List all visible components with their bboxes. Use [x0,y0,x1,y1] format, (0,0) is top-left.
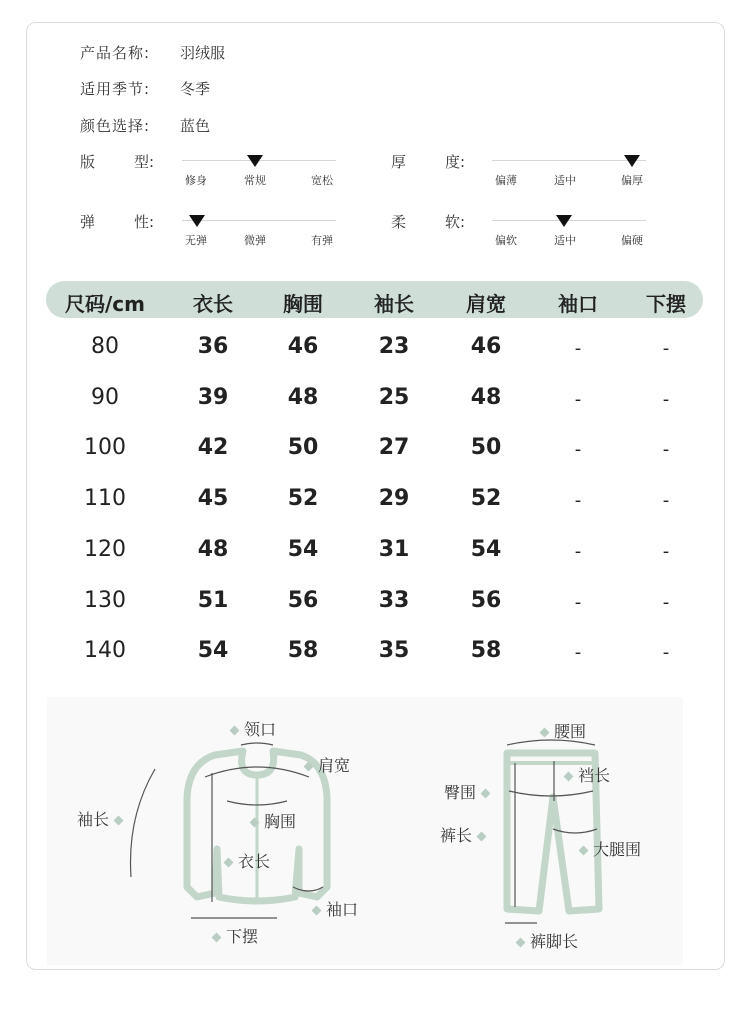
thigh-label: 大腿围 [593,840,642,859]
thickness-scale-label [391,151,465,172]
table-cell: 54 [470,537,502,562]
season-row [80,78,210,99]
fit-label-a: 版 [80,153,96,171]
thickness-option: 偏厚 [621,174,643,187]
measurement-diagram [47,697,683,965]
thickness-label-a: 厚 [391,153,407,171]
diamond-icon [312,906,322,916]
table-cell: 52 [287,486,319,511]
diamond-icon [477,832,487,842]
thickness-marker [624,155,640,167]
table-cell: 42 [197,435,229,460]
diamond-icon [212,933,222,943]
table-cell: - [574,541,582,562]
label-thigh [574,837,641,860]
hem-label: 下摆 [226,927,259,946]
table-cell: 48 [287,385,319,410]
table-cell: 58 [470,638,502,663]
thickness-label-b: 度: [445,153,466,171]
table-cell: 27 [378,435,410,460]
diamond-icon [564,772,574,782]
diamond-icon [224,858,234,868]
table-cell: 56 [287,588,319,613]
diamond-icon [230,726,240,736]
fit-label-b: 型: [134,153,155,171]
waist-label: 腰围 [554,722,587,741]
garment-illustration [47,697,683,965]
label-chest [245,809,296,832]
column-header: 袖长 [374,292,414,316]
fit-option: 常规 [244,174,266,187]
label-length [219,849,270,872]
elasticity-marker [189,215,205,227]
pants-length-label: 裤长 [440,826,473,845]
diamond-icon [114,816,124,826]
column-header: 衣长 [193,292,233,316]
season-label: 适用季节: [80,80,151,98]
softness-option: 适中 [554,234,576,247]
leg-opening-label: 裤脚长 [530,932,579,951]
table-cell: 58 [287,638,319,663]
hip-label: 臀围 [444,783,477,802]
table-cell: 45 [197,486,229,511]
fit-marker [247,155,263,167]
table-cell: 33 [378,588,410,613]
label-hem [207,924,258,947]
table-cell: 35 [378,638,410,663]
table-cell: 23 [378,334,410,359]
diamond-icon [481,789,491,799]
table-cell: - [574,642,582,663]
diamond-icon [250,818,260,828]
elasticity-option: 有弹 [311,234,333,247]
diamond-icon [579,846,589,856]
table-cell: 25 [378,385,410,410]
table-cell: 46 [287,334,319,359]
elasticity-scale-label [80,211,154,232]
label-shoulder [299,753,350,776]
table-cell: 56 [470,588,502,613]
label-rise [559,763,610,786]
size-cell: 110 [84,486,126,511]
product-name-row [80,42,225,63]
softness-label-b: 软: [445,213,466,231]
table-cell: 31 [378,537,410,562]
table-cell: 36 [197,334,229,359]
table-cell: - [574,439,582,460]
elasticity-track [182,220,336,221]
rise-label: 裆长 [578,766,611,785]
thickness-option: 偏薄 [495,174,517,187]
fit-option: 修身 [185,174,207,187]
column-header: 袖口 [558,292,598,316]
diamond-icon [540,728,550,738]
softness-scale-label [391,211,465,232]
softness-label-a: 柔 [391,213,407,231]
diamond-icon [304,762,314,772]
table-cell: - [662,541,670,562]
size-cell: 80 [91,334,119,359]
table-cell: - [574,490,582,511]
label-waist [535,719,586,742]
elasticity-label-a: 弹 [80,213,96,231]
elasticity-label-b: 性: [134,213,155,231]
label-pants-length [440,823,491,846]
table-cell: 51 [197,588,229,613]
diamond-icon [516,938,526,948]
elasticity-option: 微弹 [244,234,266,247]
table-cell: 39 [197,385,229,410]
color-label: 颜色选择: [80,117,151,135]
fit-option: 宽松 [311,174,333,187]
table-cell: 50 [470,435,502,460]
table-cell: 50 [287,435,319,460]
table-cell: - [574,389,582,410]
thickness-track [492,160,646,161]
table-cell: - [662,490,670,511]
label-leg-opening [511,929,578,952]
thickness-option: 适中 [554,174,576,187]
season-value: 冬季 [180,80,211,98]
table-cell: 48 [470,385,502,410]
size-cell: 120 [84,537,126,562]
label-sleeve [77,807,128,830]
column-header: 肩宽 [466,292,506,316]
table-cell: - [662,592,670,613]
softness-option: 偏硬 [621,234,643,247]
table-cell: - [574,592,582,613]
shoulder-label: 肩宽 [318,756,351,775]
label-hip [444,780,495,803]
column-header: 尺码/cm [65,292,145,316]
size-cell: 130 [84,588,126,613]
table-cell: 29 [378,486,410,511]
length-label: 衣长 [238,852,271,871]
table-cell: 48 [197,537,229,562]
label-collar [225,717,276,740]
column-header: 胸围 [283,292,323,316]
table-cell: 52 [470,486,502,511]
product-name-value: 羽绒服 [180,44,226,62]
label-cuff [307,897,358,920]
chest-label: 胸围 [264,812,297,831]
column-header: 下摆 [646,292,686,316]
size-cell: 100 [84,435,126,460]
product-name-label: 产品名称: [80,44,151,62]
sleeve-label: 袖长 [77,810,110,829]
table-cell: - [662,338,670,359]
cuff-label: 袖口 [326,900,359,919]
fit-scale-label [80,151,154,172]
size-cell: 90 [91,385,119,410]
collar-label: 领口 [244,720,277,739]
table-cell: - [662,439,670,460]
table-cell: 54 [287,537,319,562]
size-cell: 140 [84,638,126,663]
color-row [80,115,210,136]
softness-marker [556,215,572,227]
table-cell: - [662,389,670,410]
elasticity-option: 无弹 [185,234,207,247]
table-cell: - [574,338,582,359]
table-cell: 54 [197,638,229,663]
color-value: 蓝色 [180,117,211,135]
table-cell: - [662,642,670,663]
softness-option: 偏软 [495,234,517,247]
table-cell: 46 [470,334,502,359]
